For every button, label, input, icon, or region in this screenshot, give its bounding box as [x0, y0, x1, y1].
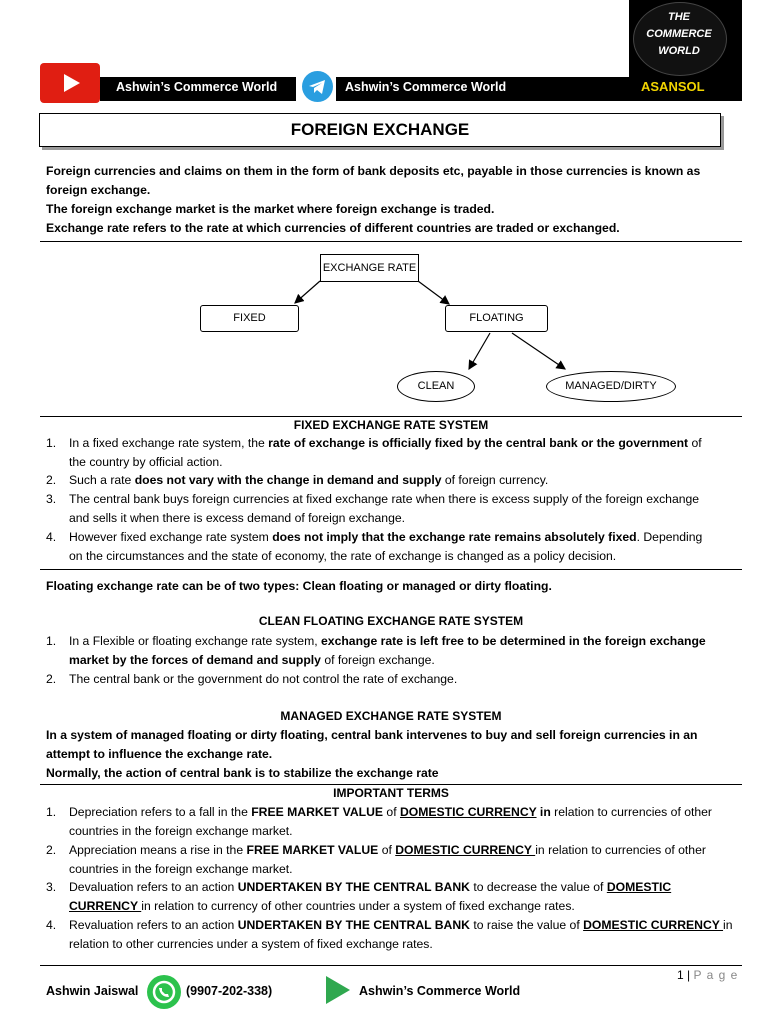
list-item: 3. Devaluation refers to an action UNDERTAKEN BY THE CENTRAL BANK to decrease the value of DOMESTIC CURRENCY in relation to currency of other countries under a system of fixed exchange rates.	[46, 880, 672, 913]
list-number: 3.	[46, 492, 57, 506]
managed-line-2: attempt to influence the exchange rate.	[46, 747, 273, 761]
terms-section-heading: IMPORTANT TERMS	[333, 786, 449, 800]
node-fixed: FIXED	[200, 305, 299, 332]
list-number: 2.	[46, 843, 57, 857]
list-number: 2.	[46, 473, 57, 487]
logo-line-3: WORLD	[658, 45, 700, 57]
intro-line-2: foreign exchange.	[46, 183, 151, 197]
managed-section-heading: MANAGED EXCHANGE RATE SYSTEM	[280, 709, 502, 723]
node-exchange-rate: EXCHANGE RATE	[320, 254, 419, 282]
list-item: 1. Depreciation refers to a fall in the FREE MARKET VALUE of DOMESTIC CURRENCY in relation to currencies of other countries in the foreign exchange market.	[46, 805, 712, 838]
node-managed-dirty: MANAGED/DIRTY	[546, 371, 676, 402]
list-number: 4.	[46, 530, 57, 544]
list-item: 2. Such a rate does not vary with the change in demand and supply of foreign currency.	[46, 471, 740, 490]
list-item: 2. Appreciation means a rise in the FREE MARKET VALUE of DOMESTIC CURRENCY in relation to currencies of other countries in the foreign exchange market.	[46, 843, 706, 876]
author-name: Ashwin Jaiswal	[46, 984, 139, 998]
divider	[40, 784, 742, 785]
list-item: 2. The central bank or the government do not control the rate of exchange.	[46, 670, 740, 689]
list-number: 2.	[46, 672, 57, 686]
page-title: FOREIGN EXCHANGE	[290, 120, 470, 139]
list-number: 1.	[46, 805, 57, 819]
node-clean: CLEAN	[397, 371, 475, 402]
list-item: 3. The central bank buys foreign currencies at fixed exchange rate when there is excess supply of the foreign exchange and sells it when there is excess demand of foreign exchange.	[46, 492, 700, 525]
managed-line-1: In a system of managed floating or dirty floating, central bank intervenes to buy and sell foreign currencies in an	[46, 728, 698, 742]
floating-types-text: Floating exchange rate can be of two types: Clean floating or managed or dirty floating.	[46, 579, 552, 593]
whatsapp-icon[interactable]	[147, 975, 181, 1009]
list-number: 1.	[46, 634, 57, 648]
list-number: 1.	[46, 436, 57, 450]
google-play-icon[interactable]	[326, 976, 350, 1004]
intro-line-1: Foreign currencies and claims on them in the form of bank deposits etc, payable in those currencies is known as	[46, 164, 701, 178]
intro-line-4: Exchange rate refers to the rate at which currencies of different countries are traded or exchanged.	[46, 221, 620, 235]
phone-number[interactable]: (9907-202-338)	[186, 984, 273, 998]
telegram-channel-link[interactable]: Ashwin’s Commerce World	[345, 80, 507, 94]
footer-divider	[40, 965, 742, 966]
clean-section-heading: CLEAN FLOATING EXCHANGE RATE SYSTEM	[258, 614, 524, 628]
exchange-rate-diagram-arrows	[0, 0, 768, 420]
logo-line-2: COMMERCE	[646, 28, 712, 40]
list-number: 4.	[46, 918, 57, 932]
divider	[40, 569, 742, 570]
page-number: 1 | P a g e	[677, 968, 739, 982]
logo-line-1: THE	[668, 11, 690, 23]
intro-line-3: The foreign exchange market is the market where foreign exchange is traded.	[46, 202, 495, 216]
list-item: 1. In a fixed exchange rate system, the rate of exchange is officially fixed by the central bank or the government of the country by official action.	[46, 436, 702, 469]
divider	[40, 416, 742, 417]
fixed-section-heading: FIXED EXCHANGE RATE SYSTEM	[293, 418, 489, 432]
list-item: 4. However fixed exchange rate system does not imply that the exchange rate remains absolutely fixed. Depending on the circumstances and the state of economy, the rate of exchange is changed as a policy decision.	[46, 530, 703, 563]
node-floating: FLOATING	[445, 305, 548, 332]
managed-line-3: Normally, the action of central bank is to stabilize the exchange rate	[46, 766, 439, 780]
youtube-channel-link[interactable]: Ashwin’s Commerce World	[116, 80, 278, 94]
list-item: 4. Revaluation refers to an action UNDERTAKEN BY THE CENTRAL BANK to raise the value of DOMESTIC CURRENCY in relation to other currencies under a system of fixed exchange rates.	[46, 918, 733, 951]
list-item: 1. In a Flexible or floating exchange rate system, exchange rate is left free to be determined in the foreign exchange market by the forces of demand and supply of foreign exchange.	[46, 634, 706, 667]
list-number: 3.	[46, 880, 57, 894]
footer-channel-link[interactable]: Ashwin’s Commerce World	[359, 984, 521, 998]
location-label: ASANSOL	[641, 79, 705, 94]
